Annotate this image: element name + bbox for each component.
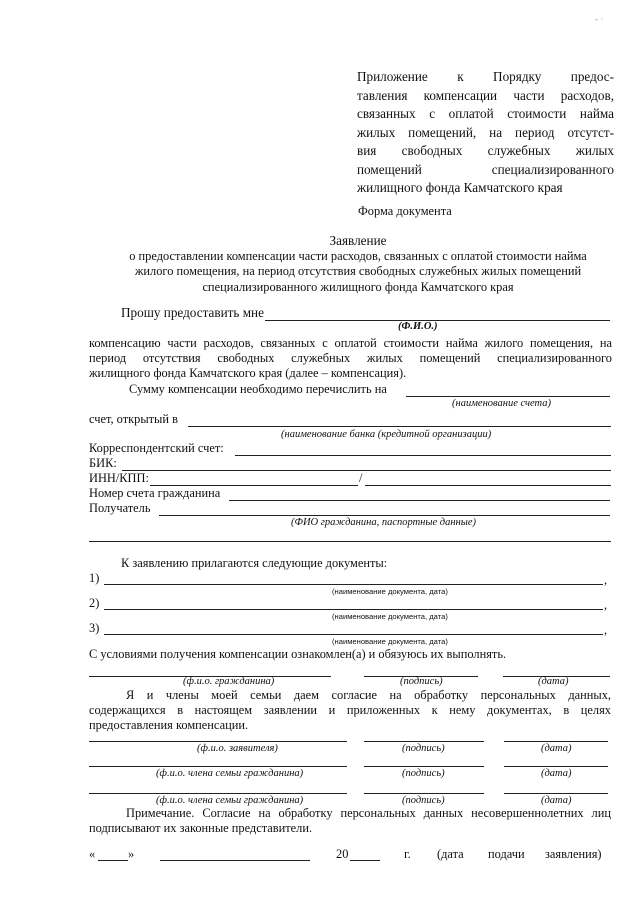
consent-date-caption: (дата) — [541, 768, 572, 779]
recipient-caption: (ФИО гражданина, паспортные данные) — [291, 517, 477, 528]
appendix-block — [357, 68, 614, 198]
opened-in-label: счет, открытый в — [89, 412, 178, 426]
family-member-signature-field[interactable] — [364, 793, 484, 794]
year-prefix: 20 — [336, 847, 349, 861]
applicant-name-field[interactable] — [89, 741, 347, 742]
appendix-line: вия свободных служебных жилых — [357, 143, 614, 158]
consent-date-caption: (дата) — [541, 743, 572, 754]
consent-line: предоставления компенсации. — [89, 718, 249, 732]
kpp-field[interactable] — [365, 485, 611, 486]
date-open-quote: « — [89, 847, 96, 861]
date-close-quote: » — [128, 847, 135, 861]
appendix-line: Приложение к Порядку предос- — [357, 69, 614, 84]
document-comma: , — [604, 573, 608, 587]
citizen-date-caption: (дата) — [538, 676, 569, 687]
document-number: 1) — [89, 571, 100, 585]
consent-signature-caption: (подпись) — [402, 795, 445, 806]
family-member-name-field[interactable] — [89, 793, 347, 794]
document-field[interactable] — [104, 609, 603, 610]
appendix-line: связанных с оплатой стоимости найма — [357, 106, 614, 121]
bank-caption: (наименование банка (кредитной организации) — [281, 429, 492, 440]
recipient-field-continued[interactable] — [89, 541, 611, 542]
document-comma: , — [604, 623, 608, 637]
request-body-line: период отсутствия свободных служебных жилых помещений специализированного — [89, 351, 612, 365]
date-note-word: (дата — [437, 847, 464, 861]
document-comma: , — [604, 598, 608, 612]
account-name-field[interactable] — [406, 396, 610, 397]
citizen-name-caption: (ф.и.о. гражданина) — [183, 676, 275, 687]
consent-name-caption: (ф.и.о. заявителя) — [197, 743, 278, 754]
family-member-name-field[interactable] — [89, 766, 347, 767]
bank-field[interactable] — [188, 426, 611, 427]
corr-account-label: Корреспондентский счет: — [89, 441, 224, 455]
appendix-line: тавления компенсации части расходов, — [357, 87, 614, 103]
month-field[interactable] — [160, 860, 310, 861]
citizen-account-label: Номер счета гражданина — [89, 486, 221, 500]
title-line: специализированного жилищного фонда Камчатского края — [202, 280, 514, 294]
document-number: 3) — [89, 621, 100, 635]
date-note-word: подачи — [488, 847, 525, 861]
title-line: о предоставлении компенсации части расходов, связанных с оплатой стоимости найма — [129, 249, 587, 263]
consent-line: Я и члены моей семьи даем согласие на обработку персональных данных, — [126, 688, 611, 702]
year-suffix: г. — [404, 847, 411, 861]
conditions-text: С условиями получения компенсации ознакомлен(а) и обязуюсь их выполнять. — [89, 647, 507, 661]
consent-name-caption: (ф.и.о. члена семьи гражданина) — [156, 768, 304, 779]
day-field[interactable] — [98, 860, 128, 861]
fio-caption: (Ф.И.О.) — [398, 321, 438, 332]
consent-date-caption: (дата) — [541, 795, 572, 806]
document-field[interactable] — [104, 584, 603, 585]
corr-account-field[interactable] — [235, 455, 611, 456]
recipient-label: Получатель — [89, 501, 151, 515]
document-caption: (наименование документа, дата) — [332, 587, 448, 596]
consent-signature-caption: (подпись) — [402, 768, 445, 779]
date-note-word: заявления) — [545, 847, 602, 861]
document-caption: (наименование документа, дата) — [332, 637, 448, 646]
document-title: Заявление — [329, 233, 387, 248]
documents-intro: К заявлению прилагаются следующие документы: — [121, 556, 388, 570]
applicant-date-field[interactable] — [504, 741, 608, 742]
consent-signature-caption: (подпись) — [402, 743, 445, 754]
request-body-line: жилищного фонда Камчатского края (далее – компенсация). — [89, 366, 407, 380]
corner-mark: ‐ · — [595, 14, 604, 24]
family-member-date-field[interactable] — [504, 793, 608, 794]
request-body-line: компенсацию части расходов, связанных с оплатой стоимости найма жилого помещения, на — [89, 336, 612, 350]
recipient-field[interactable] — [159, 515, 610, 516]
consent-name-caption: (ф.и.о. члена семьи гражданина) — [156, 795, 304, 806]
inn-kpp-label: ИНН/КПП: — [89, 471, 149, 485]
family-member-date-field[interactable] — [504, 766, 608, 767]
family-member-signature-field[interactable] — [364, 766, 484, 767]
request-intro: Прошу предоставить мне — [121, 305, 264, 320]
note-line: Примечание. Согласие на обработку персональных данных несовершеннолетних лиц — [126, 806, 611, 820]
citizen-signature-caption: (подпись) — [400, 676, 443, 687]
bik-label: БИК: — [89, 456, 117, 470]
note-line: подписывают их законные представители. — [89, 821, 313, 835]
citizen-account-field[interactable] — [229, 500, 610, 501]
consent-line: содержащихся в настоящем заявлении и приложенных к нему документах, в целях — [89, 703, 611, 717]
appendix-line: помещений специализированного — [357, 161, 614, 177]
year-field[interactable] — [350, 860, 380, 861]
appendix-line: жилых помещений, на период отсутст- — [357, 124, 614, 140]
appendix-line: жилищного фонда Камчатского края — [357, 180, 563, 195]
applicant-signature-field[interactable] — [364, 741, 484, 742]
transfer-label: Сумму компенсации необходимо перечислить на — [129, 382, 387, 396]
inn-kpp-separator: / — [359, 471, 363, 485]
account-caption: (наименование счета) — [452, 398, 552, 409]
bik-field[interactable] — [122, 470, 611, 471]
document-caption: (наименование документа, дата) — [332, 612, 448, 621]
document-number: 2) — [89, 596, 100, 610]
document-field[interactable] — [104, 634, 603, 635]
form-label: Форма документа — [358, 204, 452, 218]
title-line: жилого помещения, на период отсутствия свободных служебных жилых помещений — [134, 264, 582, 278]
